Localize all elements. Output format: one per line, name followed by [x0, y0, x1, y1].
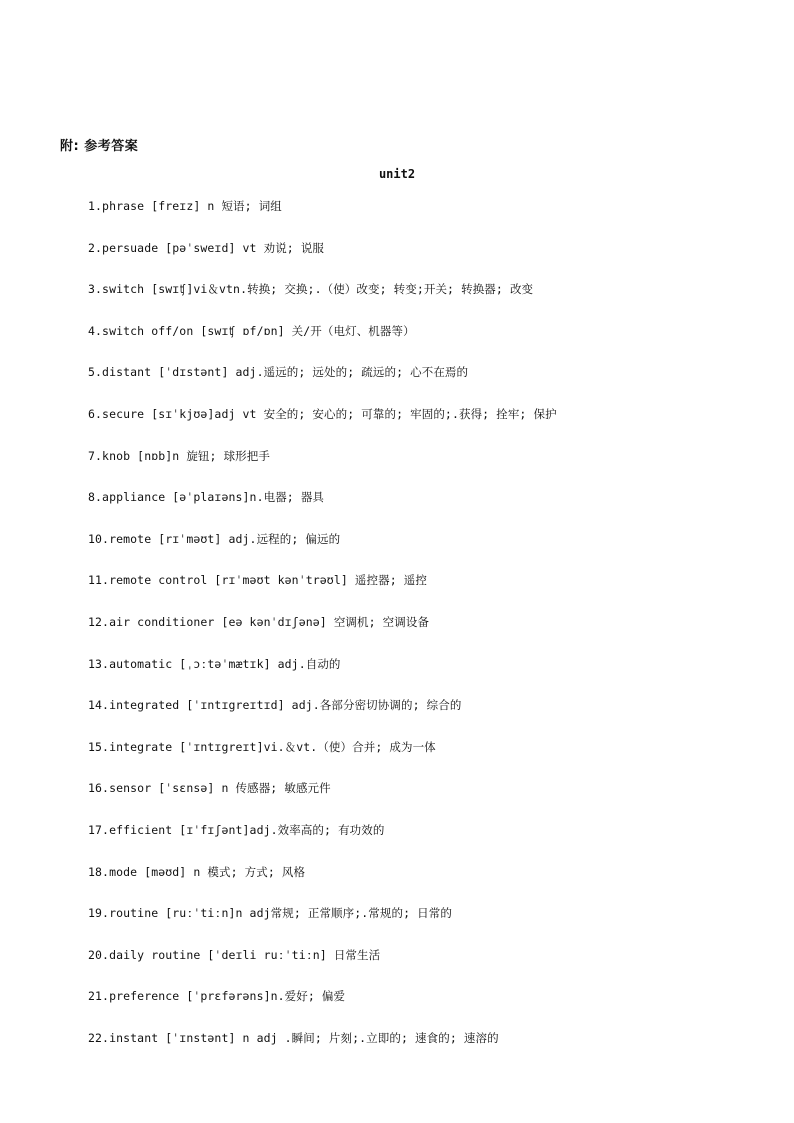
vocabulary-entry: 4.switch off/on [swɪʧ ɒf/ɒn] 关/开（电灯、机器等） [88, 323, 415, 338]
vocabulary-entry: 17.efficient [ɪˈfɪʃənt]adj.效率高的; 有功效的 [88, 822, 385, 837]
vocabulary-entry: 15.integrate [ˈɪntɪgreɪt]vi.＆vt.（使）合并; 成为一体 [88, 739, 436, 754]
vocabulary-entry: 7.knob [nɒb]n 旋钮; 球形把手 [88, 448, 270, 463]
vocabulary-entry: 19.routine [ruːˈtiːn]n adj常规; 正常顺序;.常规的; 日常的 [88, 906, 452, 921]
vocabulary-entry: 11.remote control [rɪˈməʊt kənˈtrəʊl] 遥控器; 遥控 [88, 573, 427, 588]
vocabulary-entry: 2.persuade [pəˈsweɪd] vt 劝说; 说服 [88, 240, 325, 255]
vocabulary-entry: 12.air conditioner [eə kənˈdɪʃənə] 空调机; 空调设备 [88, 614, 430, 629]
vocabulary-entry: 8.appliance [əˈplaɪəns]n.电器; 器具 [88, 490, 325, 505]
vocabulary-entry: 5.distant [ˈdɪstənt] adj.遥远的; 远处的; 疏远的; 心不在焉的 [88, 365, 469, 380]
vocabulary-entry: 21.preference [ˈprɛfərəns]n.爱好; 偏爱 [88, 989, 346, 1004]
vocabulary-entry: 6.secure [sɪˈkjʊə]adj vt 安全的; 安心的; 可靠的; 牢固的;.获得; 拴牢; 保护 [88, 406, 557, 421]
unit-title: unit2 [378, 167, 416, 181]
section-heading: 附: 参考答案 [60, 139, 139, 154]
vocabulary-entry: 10.remote [rɪˈməʊt] adj.远程的; 偏远的 [88, 531, 341, 546]
vocabulary-entry: 1.phrase [freɪz] n 短语; 词组 [88, 199, 282, 213]
vocabulary-entry: 14.integrated [ˈɪntɪgreɪtɪd] adj.各部分密切协调的; 综合的 [88, 698, 462, 713]
vocabulary-entry: 20.daily routine [ˈdeɪli ruːˈtiːn] 日常生活 [88, 947, 381, 962]
vocabulary-list [88, 198, 778, 1071]
vocabulary-entry: 22.instant [ˈɪnstənt] n adj .瞬间; 片刻;.立即的; 速食的; 速溶的 [88, 1030, 499, 1045]
vocabulary-entry: 3.switch [swɪʧ]vi＆vtn.转换; 交换;.（使）改变; 转变;开关; 转换器; 改变 [88, 282, 534, 297]
vocabulary-entry: 18.mode [məʊd] n 模式; 方式; 风格 [88, 864, 306, 879]
vocabulary-entry: 13.automatic [ˌɔːtəˈmætɪk] adj.自动的 [88, 656, 341, 671]
vocabulary-entry: 16.sensor [ˈsɛnsə] n 传感器; 敏感元件 [88, 781, 331, 796]
